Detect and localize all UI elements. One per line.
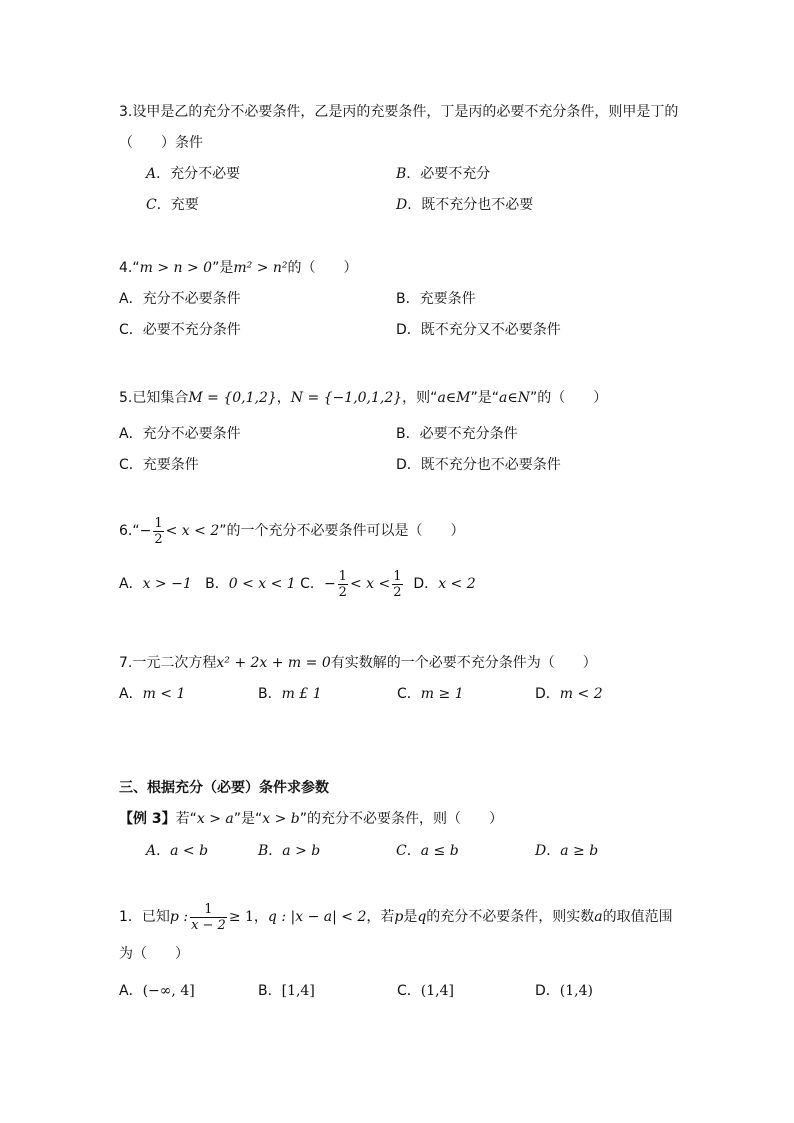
q4-option-c: C．必要不充分条件 bbox=[119, 322, 241, 338]
q1-option-a: A．(−∞, 4] bbox=[119, 983, 195, 999]
q6-options bbox=[119, 566, 476, 602]
q7-option-c: C．m ≥ 1 bbox=[397, 686, 464, 702]
option-text: 充分不必要条件 bbox=[142, 291, 241, 307]
option-letter: A bbox=[146, 843, 157, 859]
option-text: 充要条件 bbox=[142, 457, 199, 473]
q1-stem-line2: 为（ ） bbox=[119, 946, 189, 962]
q1-prefix: 1．已知 bbox=[119, 909, 170, 925]
option-letter: D bbox=[535, 843, 547, 859]
option-text: (−∞, 4] bbox=[142, 983, 195, 999]
option-text: (1,4] bbox=[420, 983, 454, 999]
q6-stem bbox=[119, 513, 465, 549]
option-text: 既不充分也不必要条件 bbox=[420, 457, 561, 473]
option-text: a < b bbox=[170, 843, 209, 859]
q5-prefix: 5.已知集合 bbox=[119, 390, 189, 406]
option-letter: A． bbox=[119, 576, 143, 592]
q7-equation: x² + 2x + m = 0 bbox=[216, 655, 331, 671]
option-text: 充要 bbox=[170, 197, 199, 213]
option-text: 必要不充分条件 bbox=[142, 322, 241, 338]
q1-mid: ，若 bbox=[366, 909, 395, 925]
q5-option-a: A．充分不必要条件 bbox=[119, 426, 241, 442]
q4-mid: ”是 bbox=[212, 260, 234, 276]
q5-set-n: N = {−1,0,1,2} bbox=[290, 390, 403, 406]
q7-suffix: 有实数解的一个必要不充分条件为（ ） bbox=[330, 655, 597, 671]
q3-option-c: C．充要 bbox=[146, 197, 199, 213]
option-letter: C bbox=[396, 843, 407, 859]
q4-math-condition: m > n > 0 bbox=[139, 260, 213, 276]
q6-option-b: 0 < x < 1 bbox=[228, 576, 296, 592]
ex3-option-b: B．a > b bbox=[258, 843, 321, 859]
example-tag: 【例 3】 bbox=[119, 811, 176, 827]
option-letter: B bbox=[396, 291, 406, 307]
option-text: 充分不必要 bbox=[170, 166, 241, 182]
q7-option-a: A．m < 1 bbox=[119, 686, 186, 702]
q7-option-b: B．m £ 1 bbox=[258, 686, 322, 702]
q5-option-b: B．必要不充分条件 bbox=[396, 426, 518, 442]
q6-prefix: 6.“− bbox=[119, 523, 152, 539]
q7-stem bbox=[119, 654, 597, 672]
q6-option-c-minus: − bbox=[323, 576, 336, 592]
option-letter: C bbox=[146, 197, 157, 213]
option-text: (1,4) bbox=[559, 983, 593, 999]
q4-option-b: B．充要条件 bbox=[396, 291, 476, 307]
option-letter: A bbox=[119, 983, 129, 999]
option-text: m £ 1 bbox=[281, 686, 322, 702]
q3-stem-line2: （ ）条件 bbox=[119, 135, 203, 151]
q5-stem bbox=[119, 389, 607, 407]
option-text: m ≥ 1 bbox=[420, 686, 464, 702]
fraction-denominator: x − 2 bbox=[191, 917, 226, 933]
ex3-option-a: A．a < b bbox=[146, 843, 209, 859]
option-letter: C bbox=[119, 322, 129, 338]
option-letter: D bbox=[535, 686, 546, 702]
option-text: a ≥ b bbox=[560, 843, 599, 859]
q3-option-b: B．必要不充分 bbox=[396, 166, 491, 182]
q3-option-d: D．既不充分也不必要 bbox=[396, 197, 534, 213]
option-letter: B bbox=[258, 983, 268, 999]
option-letter: B bbox=[258, 843, 269, 859]
fraction-numerator: 1 bbox=[338, 568, 347, 584]
q4-suffix: 的（ ） bbox=[287, 260, 358, 276]
q4-option-a: A．充分不必要条件 bbox=[119, 291, 241, 307]
q1-inequality: ≥ 1 bbox=[228, 909, 254, 925]
option-letter: D． bbox=[413, 576, 439, 592]
ex3-prefix: 若“ bbox=[175, 811, 197, 827]
q4-math-conclusion: m² > n² bbox=[233, 260, 288, 276]
q1-sep: ， bbox=[253, 909, 268, 925]
q6-option-d: x < 2 bbox=[438, 576, 476, 592]
q6-option-a: x > −1 bbox=[142, 576, 192, 592]
option-letter: B bbox=[396, 426, 406, 442]
q5-mid: ，则“ bbox=[402, 390, 438, 406]
q1-stem-line1 bbox=[119, 898, 673, 936]
q5-option-c: C．充要条件 bbox=[119, 457, 199, 473]
q6-option-c-mid: < x < bbox=[349, 576, 391, 592]
ex3-option-c: C．a ≤ b bbox=[396, 843, 459, 859]
option-letter: C． bbox=[300, 576, 324, 592]
q1-p-label: p : bbox=[169, 909, 189, 925]
q1-fraction bbox=[190, 902, 227, 933]
ex3-option-d: D．a ≥ b bbox=[535, 843, 599, 859]
option-letter: D bbox=[396, 197, 408, 213]
fraction-denominator: 2 bbox=[393, 584, 402, 600]
ex3-suffix: ”的充分不必要条件，则（ ） bbox=[299, 811, 504, 827]
q1-q: q bbox=[417, 909, 427, 925]
q5-cond2: a∈N bbox=[499, 390, 530, 406]
q1-option-b: B．[1,4] bbox=[258, 983, 315, 999]
option-letter: A bbox=[119, 686, 129, 702]
option-letter: D bbox=[396, 322, 407, 338]
option-letter: B bbox=[258, 686, 268, 702]
q6-inequality: < x < 2 bbox=[165, 523, 220, 539]
option-text: a > b bbox=[282, 843, 321, 859]
option-text: 必要不充分 bbox=[420, 166, 491, 182]
option-text: 充分不必要条件 bbox=[142, 426, 241, 442]
q4-stem bbox=[119, 259, 358, 277]
option-letter: A bbox=[146, 166, 157, 182]
option-letter: C bbox=[397, 983, 407, 999]
option-letter: C bbox=[119, 457, 129, 473]
option-text: 必要不充分条件 bbox=[419, 426, 518, 442]
q5-suffix: ”的（ ） bbox=[529, 390, 608, 406]
example-3-stem bbox=[119, 810, 503, 828]
q3-option-a: A．充分不必要 bbox=[146, 166, 241, 182]
q5-set-m: M = {0,1,2} bbox=[188, 390, 277, 406]
option-letter: C bbox=[397, 686, 407, 702]
option-text: [1,4] bbox=[281, 983, 315, 999]
option-text: 既不充分又不必要条件 bbox=[420, 322, 561, 338]
fraction-numerator: 1 bbox=[393, 568, 402, 584]
option-text: m < 1 bbox=[142, 686, 186, 702]
ex3-condition-1: x > a bbox=[196, 811, 234, 827]
q7-prefix: 7.一元二次方程 bbox=[119, 655, 217, 671]
fraction-numerator: 1 bbox=[154, 515, 163, 531]
q4-option-d: D．既不充分又不必要条件 bbox=[396, 322, 561, 338]
q1-mid3: 的充分不必要条件，则实数 bbox=[426, 909, 595, 925]
ex3-mid: ”是“ bbox=[233, 811, 263, 827]
option-text: 充要条件 bbox=[419, 291, 476, 307]
option-letter: D bbox=[535, 983, 546, 999]
q1-q-expression: q : |x − a| < 2 bbox=[267, 909, 367, 925]
option-letter: B． bbox=[205, 576, 229, 592]
fraction-denominator: 2 bbox=[154, 531, 163, 547]
q5-mid2: ”是“ bbox=[470, 390, 499, 406]
q1-mid2: 是 bbox=[403, 909, 418, 925]
q1-option-d: D．(1,4) bbox=[535, 983, 593, 999]
option-letter: A bbox=[119, 426, 129, 442]
q5-cond1: a∈M bbox=[437, 390, 471, 406]
fraction-denominator: 2 bbox=[338, 584, 347, 600]
q1-suffix: 的取值范围 bbox=[602, 909, 673, 925]
q6-fraction bbox=[153, 516, 163, 547]
option-text: 既不充分也不必要 bbox=[421, 197, 534, 213]
q1-p: p bbox=[394, 909, 404, 925]
q6-option-c-fraction-left bbox=[338, 569, 348, 600]
q5-sep: ， bbox=[276, 390, 291, 406]
q4-prefix: 4.“ bbox=[119, 260, 140, 276]
option-text: a ≤ b bbox=[420, 843, 459, 859]
q1-option-c: C．(1,4] bbox=[397, 983, 454, 999]
q6-suffix: ”的一个充分不必要条件可以是（ ） bbox=[219, 523, 465, 539]
q3-stem-line1: 3.设甲是乙的充分不必要条件，乙是丙的充要条件，丁是丙的必要不充分条件，则甲是丁的 bbox=[119, 104, 679, 120]
option-letter: A bbox=[119, 291, 129, 307]
section-heading: 三、根据充分（必要）条件求参数 bbox=[119, 780, 329, 796]
q6-option-c-fraction-right bbox=[392, 569, 402, 600]
option-text: m < 2 bbox=[559, 686, 603, 702]
fraction-numerator: 1 bbox=[190, 902, 227, 918]
ex3-condition-2: x > b bbox=[262, 811, 300, 827]
q7-option-d: D．m < 2 bbox=[535, 686, 603, 702]
option-letter: B bbox=[396, 166, 407, 182]
q1-a: a bbox=[594, 909, 603, 925]
q5-option-d: D．既不充分也不必要条件 bbox=[396, 457, 561, 473]
option-letter: D bbox=[396, 457, 407, 473]
